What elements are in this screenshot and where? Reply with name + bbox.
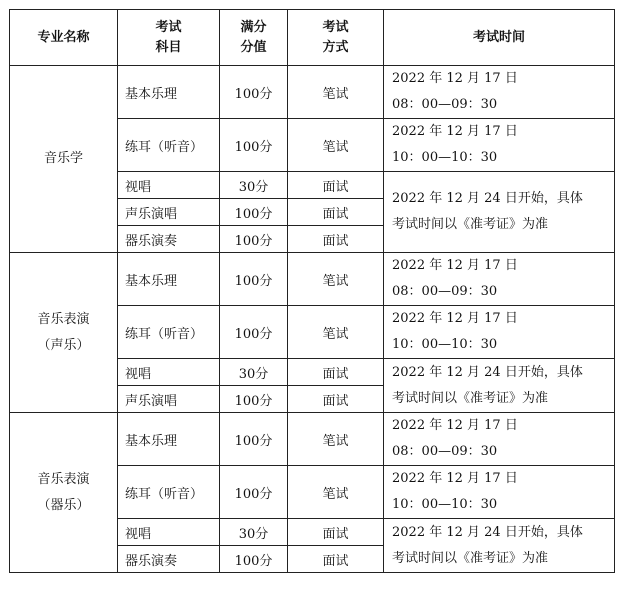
header-row xyxy=(10,10,615,66)
subject-cell: 基本乐理 xyxy=(118,413,220,466)
method-cell: 笔试 xyxy=(288,466,384,519)
subject-cell: 练耳（听音） xyxy=(118,306,220,359)
score-cell: 30分 xyxy=(220,519,288,546)
major-cell: 音乐表演 （器乐） xyxy=(10,413,118,573)
subject-cell: 声乐演唱 xyxy=(118,386,220,413)
table-row xyxy=(10,253,615,306)
method-cell: 笔试 xyxy=(288,66,384,119)
time-cell: 2022 年 12 月 17 日 08：00—09：30 xyxy=(384,66,615,119)
method-cell: 面试 xyxy=(288,546,384,573)
interview-time-cell: 2022 年 12 月 24 日开始，具体 考试时间以《准考证》为准 xyxy=(384,359,615,413)
major-cell: 音乐表演 （声乐） xyxy=(10,253,118,413)
method-cell: 笔试 xyxy=(288,119,384,172)
method-cell: 笔试 xyxy=(288,306,384,359)
subject-cell: 练耳（听音） xyxy=(118,466,220,519)
method-cell: 面试 xyxy=(288,172,384,199)
method-cell: 笔试 xyxy=(288,253,384,306)
subject-cell: 视唱 xyxy=(118,359,220,386)
method-cell: 面试 xyxy=(288,226,384,253)
score-cell: 100分 xyxy=(220,466,288,519)
subject-cell: 器乐演奏 xyxy=(118,546,220,573)
score-cell: 100分 xyxy=(220,253,288,306)
time-cell: 2022 年 12 月 17 日 10：00—10：30 xyxy=(384,119,615,172)
score-cell: 100分 xyxy=(220,413,288,466)
time-cell: 2022 年 12 月 17 日 10：00—10：30 xyxy=(384,466,615,519)
time-cell: 2022 年 12 月 17 日 08：00—09：30 xyxy=(384,253,615,306)
subject-cell: 练耳（听音） xyxy=(118,119,220,172)
header-score: 满分 分值 xyxy=(220,10,288,66)
time-cell: 2022 年 12 月 17 日 10：00—10：30 xyxy=(384,306,615,359)
score-cell: 100分 xyxy=(220,386,288,413)
score-cell: 30分 xyxy=(220,359,288,386)
header-major: 专业名称 xyxy=(10,10,118,66)
subject-cell: 声乐演唱 xyxy=(118,199,220,226)
interview-time-cell: 2022 年 12 月 24 日开始，具体 考试时间以《准考证》为准 xyxy=(384,519,615,573)
subject-cell: 视唱 xyxy=(118,519,220,546)
subject-cell: 视唱 xyxy=(118,172,220,199)
table-row xyxy=(10,413,615,466)
method-cell: 笔试 xyxy=(288,413,384,466)
score-cell: 100分 xyxy=(220,226,288,253)
major-cell: 音乐学 xyxy=(10,66,118,253)
header-method: 考试 方式 xyxy=(288,10,384,66)
table-row xyxy=(10,66,615,119)
score-cell: 30分 xyxy=(220,172,288,199)
method-cell: 面试 xyxy=(288,386,384,413)
subject-cell: 器乐演奏 xyxy=(118,226,220,253)
score-cell: 100分 xyxy=(220,199,288,226)
method-cell: 面试 xyxy=(288,519,384,546)
method-cell: 面试 xyxy=(288,359,384,386)
score-cell: 100分 xyxy=(220,119,288,172)
subject-cell: 基本乐理 xyxy=(118,253,220,306)
interview-time-cell: 2022 年 12 月 24 日开始，具体 考试时间以《准考证》为准 xyxy=(384,172,615,253)
exam-schedule-table xyxy=(9,9,615,573)
exam-schedule xyxy=(9,9,615,573)
score-cell: 100分 xyxy=(220,66,288,119)
time-cell: 2022 年 12 月 17 日 08：00—09：30 xyxy=(384,413,615,466)
header-subject: 考试 科目 xyxy=(118,10,220,66)
subject-cell: 基本乐理 xyxy=(118,66,220,119)
score-cell: 100分 xyxy=(220,546,288,573)
header-time: 考试时间 xyxy=(384,10,615,66)
method-cell: 面试 xyxy=(288,199,384,226)
score-cell: 100分 xyxy=(220,306,288,359)
